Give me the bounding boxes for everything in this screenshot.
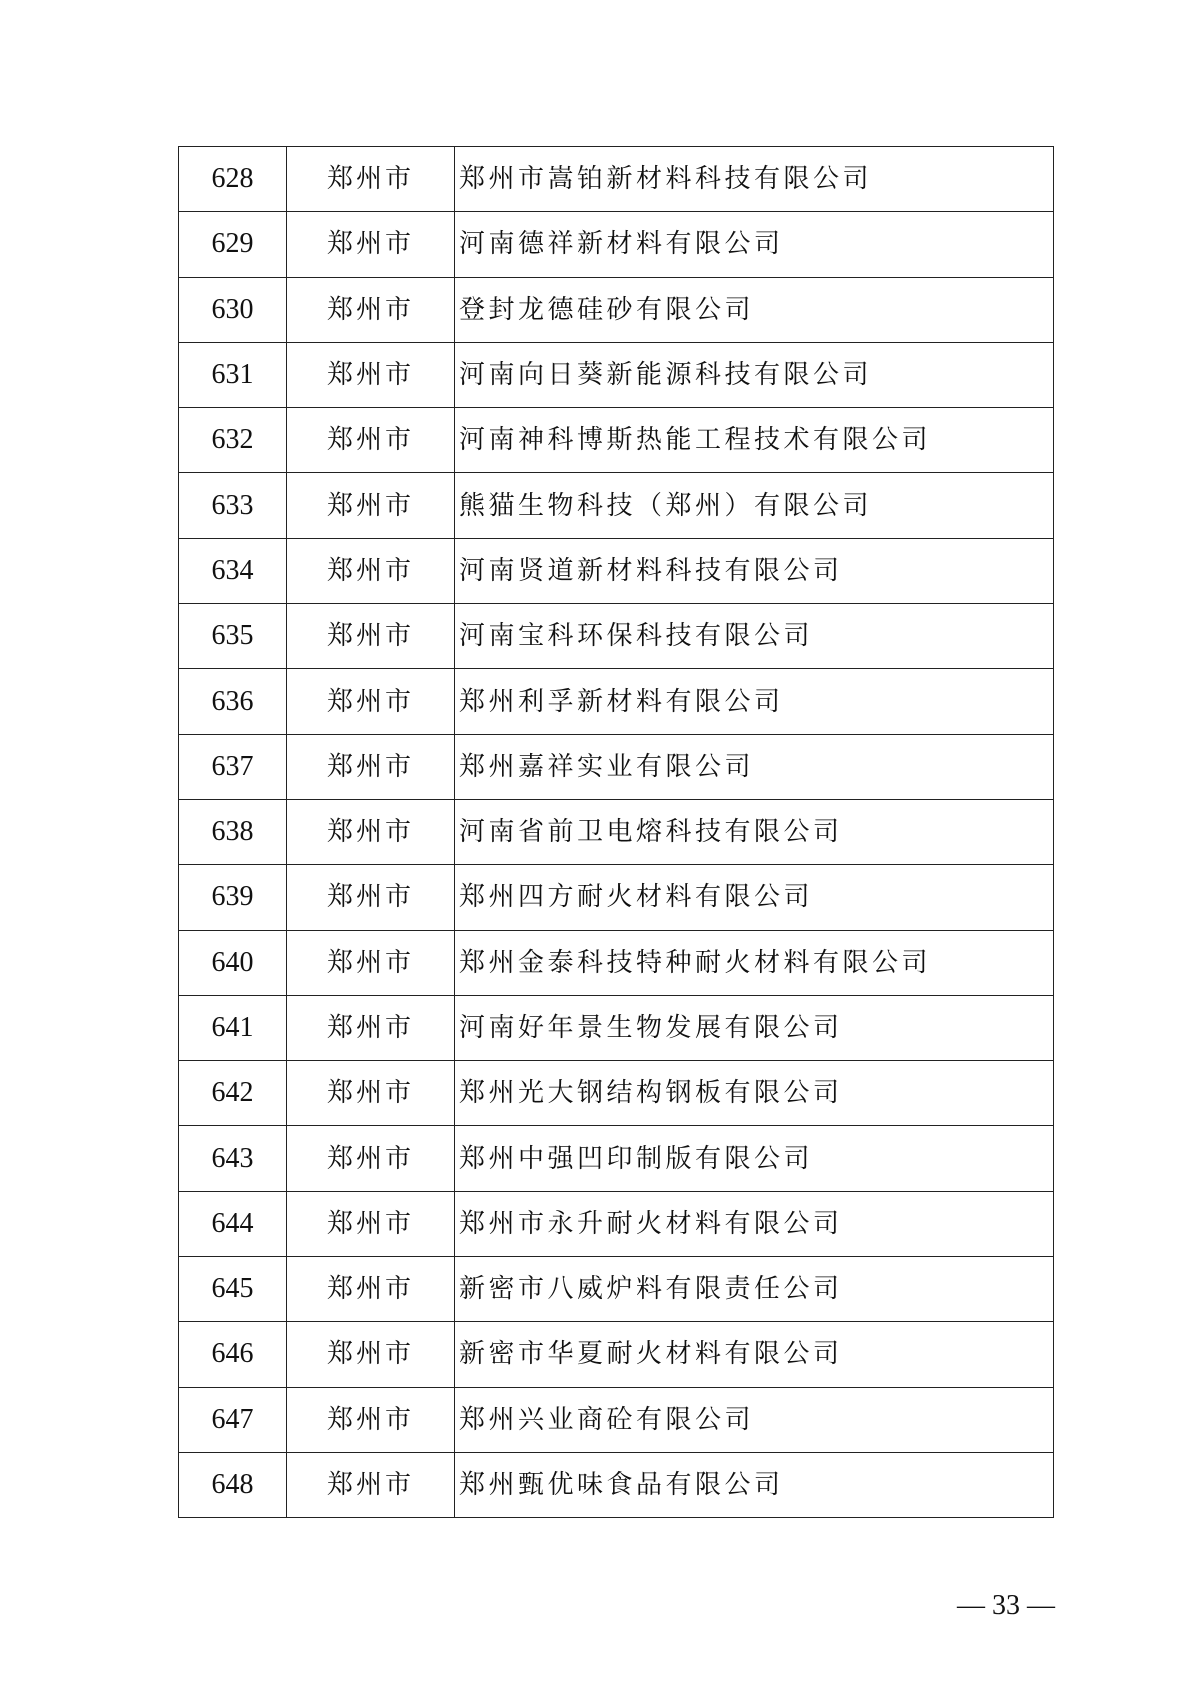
table-row — [179, 865, 1054, 930]
row-city: 郑州市 — [287, 408, 455, 473]
row-city: 郑州市 — [287, 1387, 455, 1452]
row-city: 郑州市 — [287, 1126, 455, 1191]
table-row — [179, 277, 1054, 342]
row-city: 郑州市 — [287, 1322, 455, 1387]
row-number: 629 — [179, 212, 287, 277]
row-company-name: 熊猫生物科技（郑州）有限公司 — [455, 473, 1054, 538]
row-number: 648 — [179, 1452, 287, 1517]
table-row — [179, 995, 1054, 1060]
table-row — [179, 1322, 1054, 1387]
row-number: 642 — [179, 1061, 287, 1126]
row-number: 636 — [179, 669, 287, 734]
row-company-name: 郑州四方耐火材料有限公司 — [455, 865, 1054, 930]
row-city: 郑州市 — [287, 212, 455, 277]
row-company-name: 河南德祥新材料有限公司 — [455, 212, 1054, 277]
row-company-name: 河南神科博斯热能工程技术有限公司 — [455, 408, 1054, 473]
row-city: 郑州市 — [287, 147, 455, 212]
row-company-name: 河南宝科环保科技有限公司 — [455, 604, 1054, 669]
row-number: 630 — [179, 277, 287, 342]
table-row — [179, 799, 1054, 864]
row-number: 628 — [179, 147, 287, 212]
row-city: 郑州市 — [287, 1061, 455, 1126]
row-company-name: 河南贤道新材料科技有限公司 — [455, 538, 1054, 603]
table-row — [179, 1126, 1054, 1191]
row-number: 633 — [179, 473, 287, 538]
table-row — [179, 734, 1054, 799]
row-company-name: 登封龙德硅砂有限公司 — [455, 277, 1054, 342]
row-number: 635 — [179, 604, 287, 669]
table-row — [179, 1452, 1054, 1517]
row-city: 郑州市 — [287, 865, 455, 930]
row-number: 641 — [179, 995, 287, 1060]
row-company-name: 郑州市永升耐火材料有限公司 — [455, 1191, 1054, 1256]
row-number: 638 — [179, 799, 287, 864]
company-list-table — [178, 146, 1054, 1518]
table-row — [179, 1387, 1054, 1452]
row-number: 632 — [179, 408, 287, 473]
row-number: 643 — [179, 1126, 287, 1191]
page-number: — 33 — — [957, 1590, 1055, 1621]
row-city: 郑州市 — [287, 669, 455, 734]
row-company-name: 郑州光大钢结构钢板有限公司 — [455, 1061, 1054, 1126]
table-row — [179, 342, 1054, 407]
row-company-name: 郑州利孚新材料有限公司 — [455, 669, 1054, 734]
row-company-name: 郑州甄优味食品有限公司 — [455, 1452, 1054, 1517]
row-city: 郑州市 — [287, 1452, 455, 1517]
row-company-name: 新密市华夏耐火材料有限公司 — [455, 1322, 1054, 1387]
row-number: 639 — [179, 865, 287, 930]
row-city: 郑州市 — [287, 342, 455, 407]
row-number: 637 — [179, 734, 287, 799]
table-row — [179, 212, 1054, 277]
row-city: 郑州市 — [287, 930, 455, 995]
row-company-name: 郑州嘉祥实业有限公司 — [455, 734, 1054, 799]
row-company-name: 河南好年景生物发展有限公司 — [455, 995, 1054, 1060]
row-city: 郑州市 — [287, 277, 455, 342]
row-number: 646 — [179, 1322, 287, 1387]
row-number: 634 — [179, 538, 287, 603]
row-company-name: 郑州兴业商砼有限公司 — [455, 1387, 1054, 1452]
row-number: 640 — [179, 930, 287, 995]
table-row — [179, 147, 1054, 212]
row-city: 郑州市 — [287, 604, 455, 669]
row-number: 645 — [179, 1257, 287, 1322]
table-row — [179, 408, 1054, 473]
table-row — [179, 1061, 1054, 1126]
table-row — [179, 604, 1054, 669]
row-number: 644 — [179, 1191, 287, 1256]
row-company-name: 河南省前卫电熔科技有限公司 — [455, 799, 1054, 864]
row-city: 郑州市 — [287, 734, 455, 799]
row-company-name: 郑州市嵩铂新材料科技有限公司 — [455, 147, 1054, 212]
table-row — [179, 1257, 1054, 1322]
row-city: 郑州市 — [287, 1257, 455, 1322]
row-company-name: 河南向日葵新能源科技有限公司 — [455, 342, 1054, 407]
row-city: 郑州市 — [287, 538, 455, 603]
row-city: 郑州市 — [287, 1191, 455, 1256]
table-row — [179, 669, 1054, 734]
row-company-name: 新密市八威炉料有限责任公司 — [455, 1257, 1054, 1322]
table-row — [179, 538, 1054, 603]
company-list-body — [179, 147, 1054, 1518]
row-city: 郑州市 — [287, 473, 455, 538]
row-city: 郑州市 — [287, 995, 455, 1060]
row-number: 647 — [179, 1387, 287, 1452]
table-row — [179, 1191, 1054, 1256]
table-row — [179, 930, 1054, 995]
row-number: 631 — [179, 342, 287, 407]
row-company-name: 郑州金泰科技特种耐火材料有限公司 — [455, 930, 1054, 995]
table-row — [179, 473, 1054, 538]
row-city: 郑州市 — [287, 799, 455, 864]
row-company-name: 郑州中强凹印制版有限公司 — [455, 1126, 1054, 1191]
